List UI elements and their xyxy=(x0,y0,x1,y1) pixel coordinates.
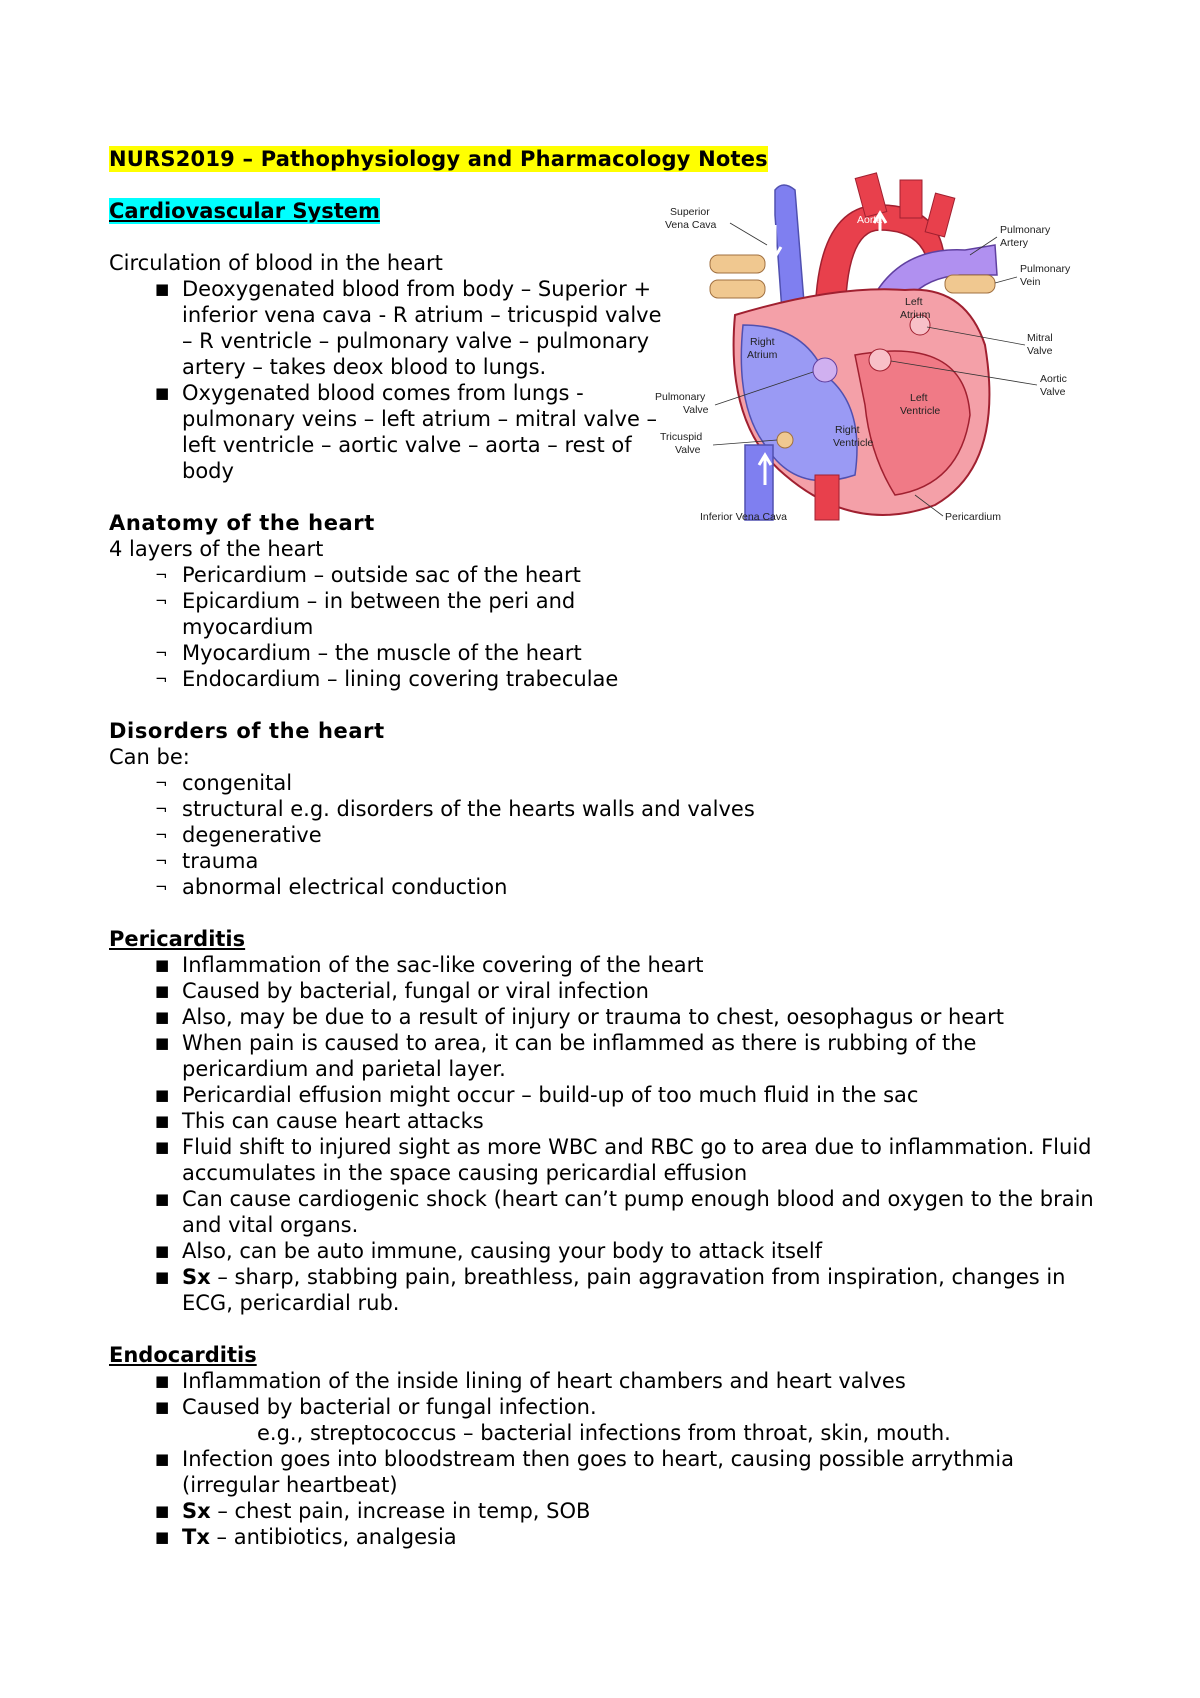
anatomy-heading: Anatomy of the heart xyxy=(109,511,375,535)
bullet-square-icon: ■ xyxy=(155,1112,170,1130)
pulmonary-vein-shape xyxy=(710,280,765,298)
heart-diagram xyxy=(655,175,1105,570)
label-left-atrium: Left xyxy=(905,296,923,308)
label-mitral-valve: Mitral xyxy=(1027,332,1053,344)
endocarditis-heading: Endocarditis xyxy=(109,1343,257,1367)
treatment-label: Tx xyxy=(182,1525,210,1549)
bullet-square-icon: ■ xyxy=(155,982,170,1000)
disorders-intro: Can be: xyxy=(109,745,190,769)
pulmonary-valve-shape xyxy=(813,358,837,382)
label-pulmonary-artery: Pulmonary xyxy=(1000,224,1051,236)
list-item: ■ Fluid shift to injured sight as more WBC and RBC go to area due to inflammation. Fluid accumulates in the space causing pericardial effusion xyxy=(155,1135,1092,1185)
bullet-square-icon: ■ xyxy=(155,1528,170,1546)
tricuspid-valve-shape xyxy=(777,432,793,448)
list-item: ■ Sx – sharp, stabbing pain, breathless, pain aggravation from inspiration, changes in ECG, pericardial rub. xyxy=(155,1265,1066,1315)
pericarditis-list xyxy=(109,952,1109,1316)
list-item: ¬ abnormal electrical conduction xyxy=(155,875,508,899)
list-item: ¬ degenerative xyxy=(155,823,322,847)
bullet-square-icon: ■ xyxy=(155,1398,170,1416)
bullet-square-icon: ■ xyxy=(155,280,170,298)
svg-text:Vein: Vein xyxy=(1020,276,1041,288)
list-item: ■ Can cause cardiogenic shock (heart can’t pump enough blood and oxygen to the brain and vital organs. xyxy=(155,1187,1094,1237)
label-inferior-vena-cava: Inferior Vena Cava xyxy=(700,511,787,523)
svg-text:Artery: Artery xyxy=(1000,237,1029,249)
bullet-not-sign-icon: ¬ xyxy=(155,592,168,610)
aorta-branch-shape xyxy=(900,180,922,218)
symptoms-label: Sx xyxy=(182,1499,211,1523)
pulmonary-vein-shape xyxy=(710,255,765,273)
list-item: ¬ congenital xyxy=(155,771,293,795)
list-item: ■ Oxygenated blood comes from lungs - pulmonary veins – left atrium – mitral valve – left ventricle – aortic valve – aorta – rest of body xyxy=(155,381,658,483)
list-item: ■ Pericardial effusion might occur – build-up of too much fluid in the sac xyxy=(155,1083,919,1107)
list-item: ¬ Myocardium – the muscle of the heart xyxy=(155,641,582,665)
disorders-heading: Disorders of the heart xyxy=(109,719,385,743)
pulmonary-vein-shape xyxy=(945,275,995,293)
list-item: ■ Sx – chest pain, increase in temp, SOB xyxy=(155,1499,591,1523)
pericarditis-heading: Pericarditis xyxy=(109,927,246,951)
svg-text:Atrium: Atrium xyxy=(900,309,931,321)
list-item: ■ Deoxygenated blood from body – Superior + inferior vena cava - R atrium – tricuspid valve – R ventricle – pulmonary valve – pulmonary artery – takes deox blood to lungs. xyxy=(155,277,662,379)
bullet-square-icon: ■ xyxy=(155,1502,170,1520)
list-item: ■ Caused by bacterial, fungal or viral infection xyxy=(155,979,649,1003)
label-tricuspid-valve: Tricuspid xyxy=(660,431,703,443)
list-item: ■ Inflammation of the inside lining of heart chambers and heart valves xyxy=(155,1369,906,1393)
svg-text:Ventricle: Ventricle xyxy=(900,405,941,417)
label-pulmonary-vein: Pulmonary xyxy=(1020,263,1071,275)
bullet-square-icon: ■ xyxy=(155,384,170,402)
list-item: ¬ Epicardium – in between the peri and myocardium xyxy=(155,589,576,639)
list-item: ■ Inflammation of the sac-like covering of the heart xyxy=(155,953,704,977)
svg-text:Valve: Valve xyxy=(1027,345,1053,357)
bullet-not-sign-icon: ¬ xyxy=(155,852,168,870)
list-item: ■ Also, may be due to a result of injury or trauma to chest, oesophagus or heart xyxy=(155,1005,1004,1029)
label-superior-vena-cava: Superior xyxy=(670,206,710,218)
document-title: NURS2019 – Pathophysiology and Pharmacology Notes xyxy=(109,147,768,171)
list-item: ¬ trauma xyxy=(155,849,259,873)
aortic-valve-shape xyxy=(869,349,891,371)
inferior-vena-cava-shape xyxy=(745,445,773,520)
circulation-intro: Circulation of blood in the heart xyxy=(109,251,443,275)
bullet-square-icon: ■ xyxy=(155,1372,170,1390)
list-item: ■ Infection goes into bloodstream then goes to heart, causing possible arrythmia (irregular heartbeat) xyxy=(155,1447,1014,1497)
bullet-not-sign-icon: ¬ xyxy=(155,800,168,818)
bullet-square-icon: ■ xyxy=(155,956,170,974)
list-item: ■ This can cause heart attacks xyxy=(155,1109,484,1133)
bullet-not-sign-icon: ¬ xyxy=(155,774,168,792)
bullet-square-icon: ■ xyxy=(155,1268,170,1286)
list-item: ¬ Pericardium – outside sac of the heart xyxy=(155,563,581,587)
svg-text:Ventricle: Ventricle xyxy=(833,437,874,449)
svg-text:Valve: Valve xyxy=(683,404,709,416)
aorta-branch-shape xyxy=(925,193,955,237)
bullet-not-sign-icon: ¬ xyxy=(155,644,168,662)
bullet-square-icon: ■ xyxy=(155,1008,170,1026)
list-item: ■ Also, can be auto immune, causing your body to attack itself xyxy=(155,1239,823,1263)
label-left-ventricle: Left xyxy=(910,392,928,404)
endocarditis-list xyxy=(109,1368,1109,1550)
svg-text:Valve: Valve xyxy=(675,444,701,456)
list-item: ■ Tx – antibiotics, analgesia xyxy=(155,1525,457,1549)
anatomy-list xyxy=(109,562,629,692)
bullet-square-icon: ■ xyxy=(155,1190,170,1208)
bullet-square-icon: ■ xyxy=(155,1086,170,1104)
bullet-not-sign-icon: ¬ xyxy=(155,670,168,688)
bullet-square-icon: ■ xyxy=(155,1450,170,1468)
label-aortic-valve: Aortic xyxy=(1040,373,1067,385)
svg-text:Vena Cava: Vena Cava xyxy=(665,219,717,231)
label-pericardium: Pericardium xyxy=(945,511,1002,523)
svg-text:Atrium: Atrium xyxy=(747,349,778,361)
svg-text:Valve: Valve xyxy=(1040,386,1066,398)
list-item: ¬ structural e.g. disorders of the hearts walls and valves xyxy=(155,797,755,821)
bullet-square-icon: ■ xyxy=(155,1242,170,1260)
example-line: e.g., streptococcus – bacterial infections from throat, skin, mouth. xyxy=(257,1421,951,1445)
bullet-not-sign-icon: ¬ xyxy=(155,566,168,584)
label-right-ventricle: Right xyxy=(835,424,860,436)
disorders-list xyxy=(109,770,1109,900)
cardiovascular-heading: Cardiovascular System xyxy=(109,199,380,223)
bullet-not-sign-icon: ¬ xyxy=(155,826,168,844)
anatomy-intro: 4 layers of the heart xyxy=(109,537,324,561)
label-pulmonary-valve: Pulmonary xyxy=(655,391,706,403)
list-item: ¬ Endocardium – lining covering trabeculae xyxy=(155,667,619,691)
bullet-not-sign-icon: ¬ xyxy=(155,878,168,896)
bullet-square-icon: ■ xyxy=(155,1034,170,1052)
label-right-atrium: Right xyxy=(750,336,775,348)
label-aorta: Aorta xyxy=(857,214,883,226)
symptoms-label: Sx xyxy=(182,1265,211,1289)
bullet-square-icon: ■ xyxy=(155,1138,170,1156)
list-item: ■ Caused by bacterial or fungal infection. xyxy=(155,1395,597,1419)
circulation-list xyxy=(109,276,669,484)
list-item: ■ When pain is caused to area, it can be inflammed as there is rubbing of the pericardium and parietal layer. xyxy=(155,1031,977,1081)
descending-aorta-shape xyxy=(815,475,839,520)
